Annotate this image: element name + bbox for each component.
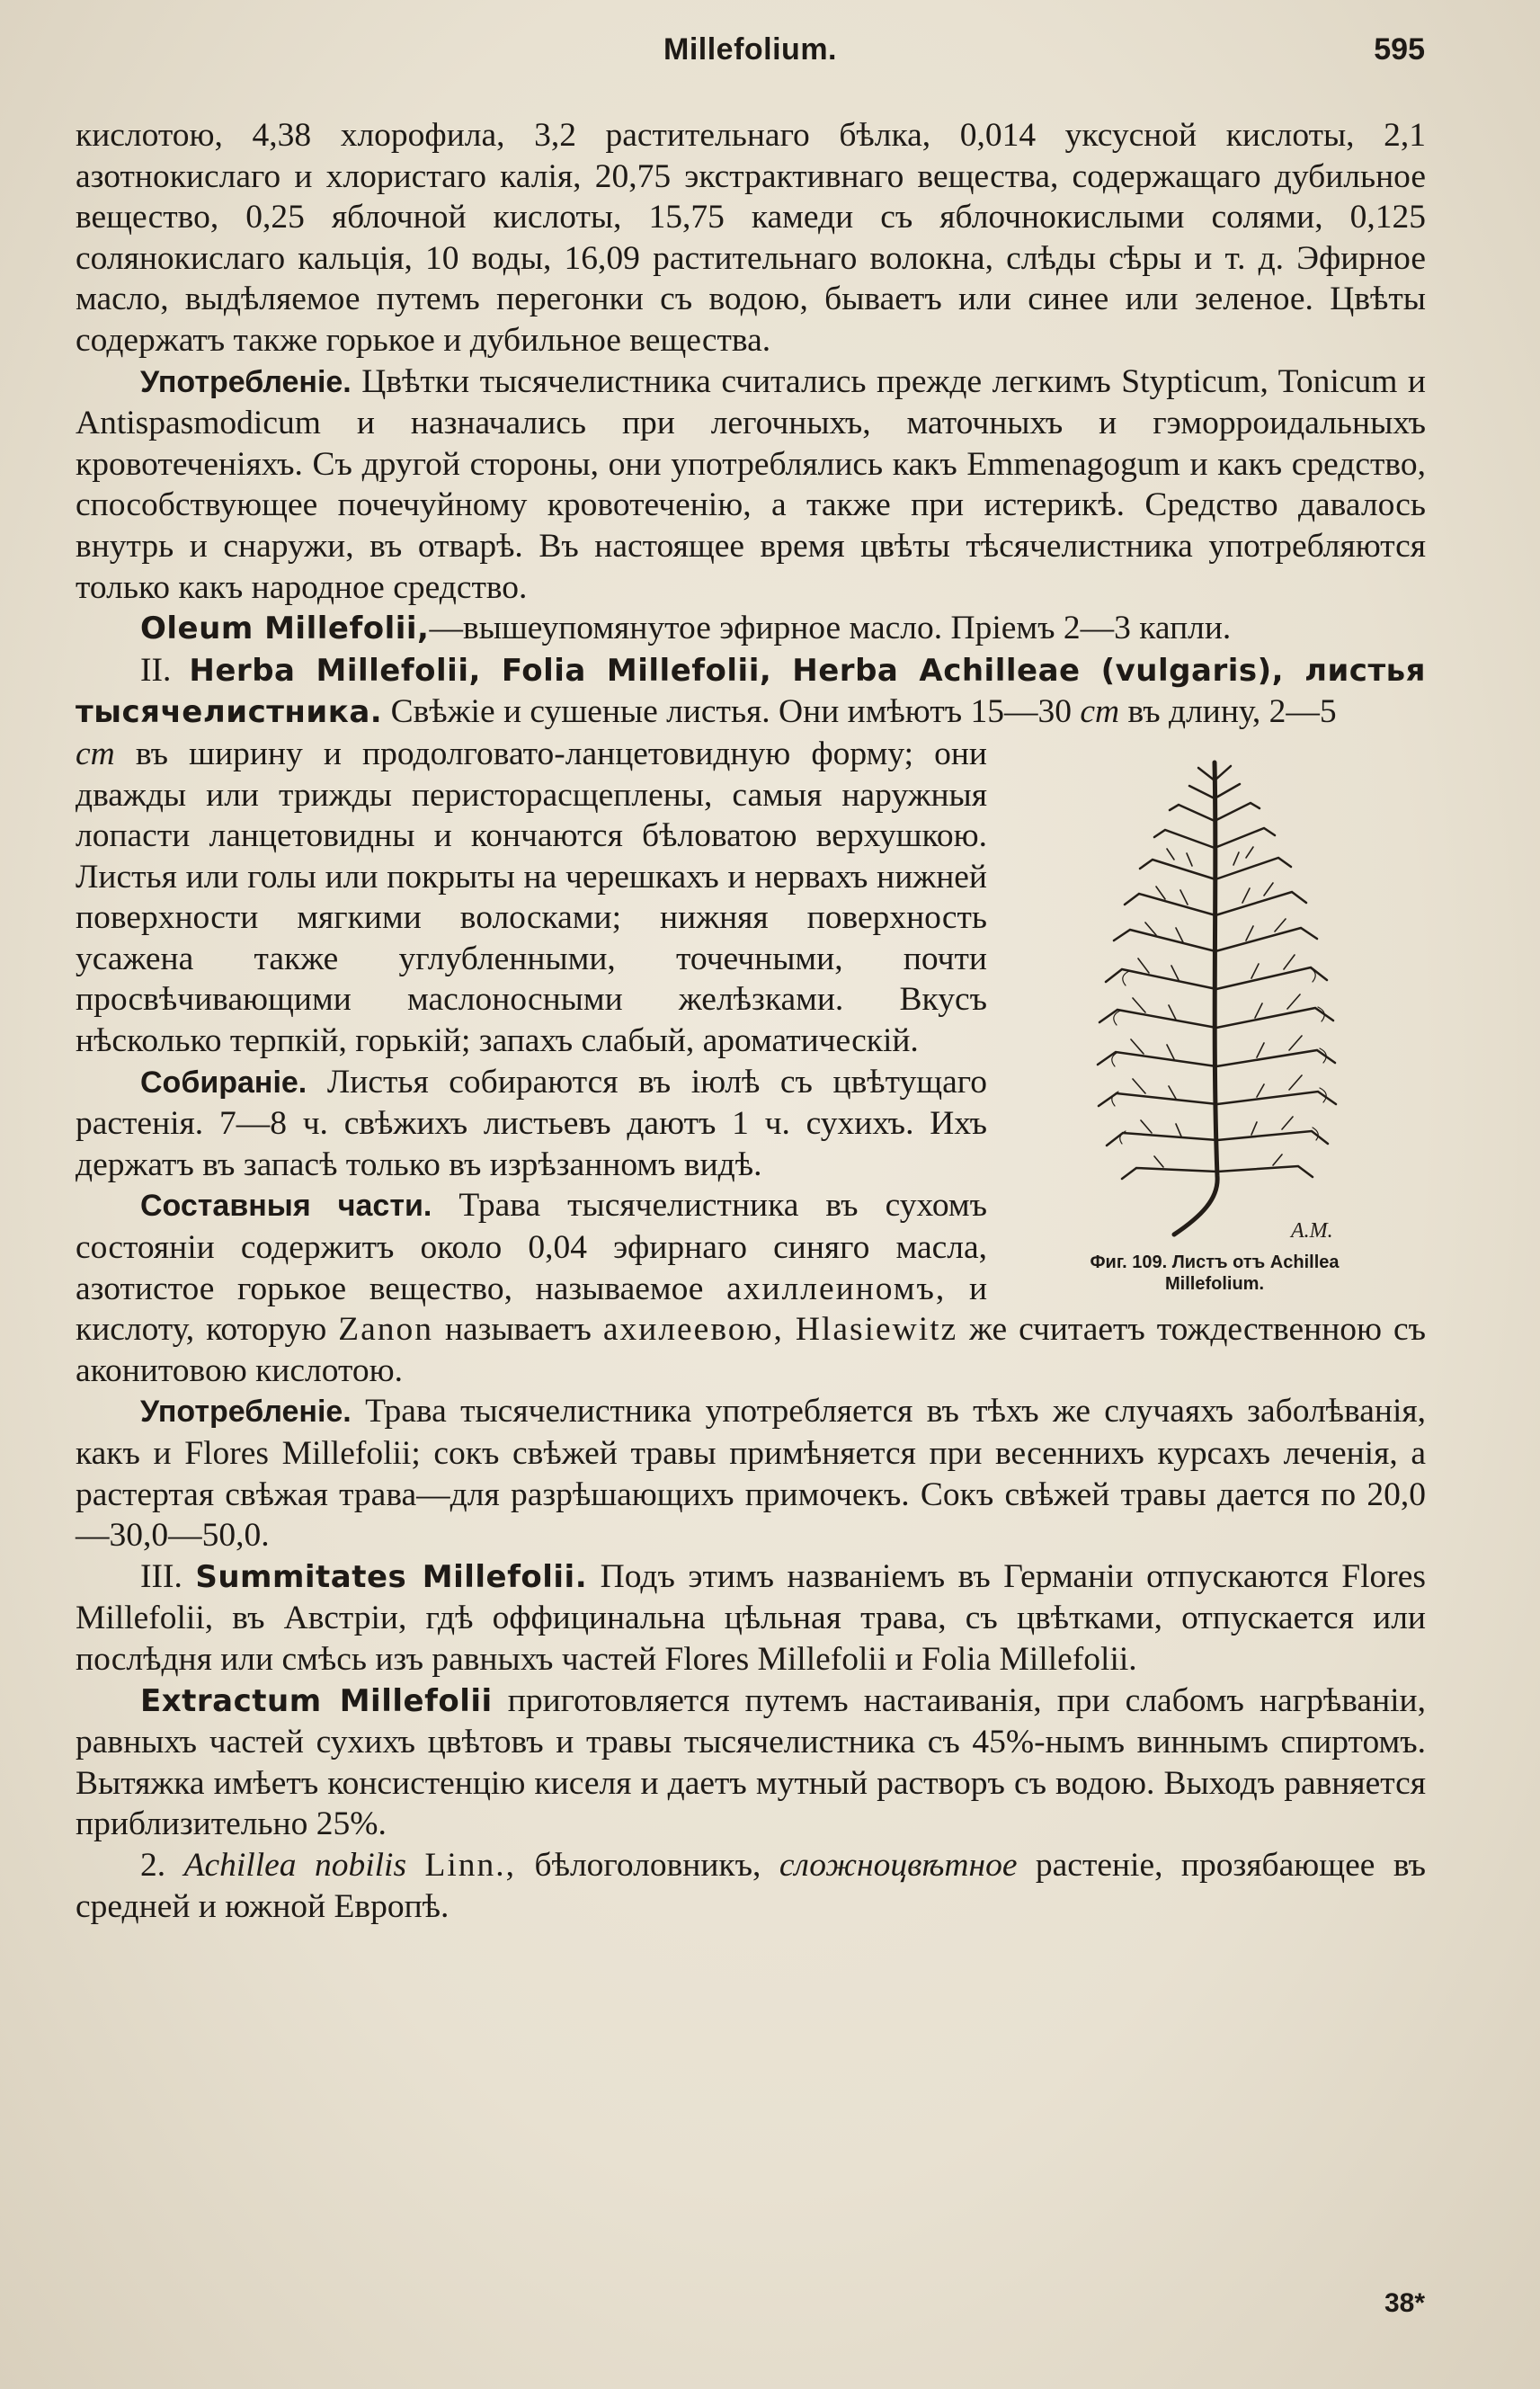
figure-caption: Фиг. 109. Листъ отъ Achillea Millefolium. (1090, 1252, 1340, 1294)
paragraph-constituents: Составныя части. Трава тысячелистника въ сухомъ состояніи содержитъ около 0,04 эфирнаго синяго масла, азотистое горькое вещество, называемое ахиллеиномъ, и кислоту, которую Zanon называетъ ахилеевою, Hlasiewitz же считаетъ тождественною съ аконитовою кислотою. (76, 1187, 1426, 1389)
paragraph-herba: II. Herba Millefolii, Folia Millefolii, Herba Achilleae (vulgaris), листья тысячелистника. Свѣжіе и сушеные листья. Они имѣютъ 15—30 cm въ длину, 2—5 (76, 651, 1426, 731)
species-name: Achillea nobilis (183, 1846, 407, 1884)
section-heading: Составныя части. (140, 1189, 432, 1224)
figure-109 (1003, 744, 1426, 1295)
drug-name: Extractum Millefolii (140, 1682, 493, 1719)
paragraph-use-herb: Употребленіе. Трава тысячелистника употребляется въ тѣхъ же случаяхъ заболѣванія, какъ и Flores Millefolii; сокъ свѣжей травы примѣняется при весеннихъ курсахъ леченія, а растертая свѣжая трава—для разрѣшающихъ примочекъ. Сокъ свѣжей травы дается по 20,0—30,0—50,0. (76, 1393, 1427, 1555)
drug-name: Summitates Millefolii. (195, 1558, 588, 1595)
paragraph-composition: кислотою, 4,38 хлорофила, 3,2 растительнаго бѣлка, 0,014 уксусной кислоты, 2,1 азотнокислаго и хлористаго калія, 20,75 экстрактивнаго вещества, содержащаго дубильное вещество, 0,25 яблочной кислоты, 15,75 камеди съ яблочнокислыми солями, 0,125 солянокислаго кальція, 10 воды, 16,09 растительнаго волокна, слѣды сѣры и т. д. Эфирное масло, выдѣляемое путемъ перегонки съ водою, бываетъ или синее или зеленое. Цвѣты содержатъ также горькое и дубильное вещества. (76, 117, 1426, 359)
drug-name: Oleum Millefolii, (140, 611, 430, 647)
paragraph-use-flowers: Употребленіе. Цвѣтки тысячелистника считались прежде легкимъ Stypticum, Tonicum и Antispasmodicum и назначались при легочныхъ, маточныхъ и гэморроидальныхъ кровотеченіяхъ. Съ другой стороны, они употреблялись какъ Emmenagogum и какъ средство, способствующее почечуйному кровотеченію, а также при истерикѣ. Средство давалось внутрь и снаружи, въ отварѣ. Въ настоящее время цвѣты тѣсячелистника употребляются только какъ народное средство. (76, 362, 1426, 606)
drug-name: Herba Millefolii, Folia Millefolii, Herba Achilleae (vulgaris), листья тысячелистника. (76, 652, 1426, 731)
section-heading: Употребленіе. (140, 364, 352, 399)
page-body: кислотою, 4,38 хлорофила, 3,2 растительнаго бѣлка, 0,014 уксусной кислоты, 2,1 азотнокислаго и хлористаго калія, 20,75 экстрактивнаго вещества, содержащаго дубильное вещество, 0,25 яблочной кислоты, 15,75 камеди съ яблочнокислыми солями, 0,125 солянокислаго кальція, 10 воды, 16,09 растительнаго волокна, слѣды сѣры и т. д. Эфирное масло, выдѣляемое путемъ перегонки съ водою, бываетъ или синее или зеленое. Цвѣты содержатъ также горькое и дубильное вещества. Употребленіе. Цвѣтки тысячелистника считались прежде легкимъ Stypticum, Tonicum и Antispasmodicum и назначались при легочныхъ, маточныхъ и гэморроидальныхъ кровотеченіяхъ. Съ другой стороны, они употреблялись какъ Emmenagogum и какъ средство, способствующее почечуйному кровотеченію, а также при истерикѣ. Средство давалось внутрь и снаружи, въ отварѣ. Въ настоящее время цвѣты тѣсячелистника употребляются только какъ народное средство. Oleum Millefolii,—вышеупомянутое эфирное масло. Пріемъ 2—3 капли. II. Herba Millefolii, Folia Millefolii, Herba Achilleae (vulgaris), листья тысячелистника. Свѣжіе и сушеные листья. Они имѣютъ 15—30 cm въ длину, 2—5 A.M. Фиг. 109. Листъ отъ Achillea Millefolium. cm въ ширину и продолговато-ланцетовидную форму; они дважды или трижды перисторасщеплены, самыя наружныя лопасти ланцетовидны и кончаются бѣловатою верхушкою. Листья или голы или покрыты на черешкахъ и нервахъ нижней поверхности мягкими волосками; нижняя поверхность усажена также углубленными, точечными, почти просвѣчивающими маслоносными желѣзками. Вкусъ нѣсколько терпкій, горькій; запахъ слабый, ароматическій. Собираніе. Листья собираются въ іюлѣ съ цвѣтущаго растенія. 7—8 ч. свѣжихъ листьевъ даютъ 1 ч. сухихъ. Ихъ держатъ въ запасѣ только въ изрѣзанномъ видѣ. Составныя части. Трава тысячелистника въ сухомъ состояніи содержитъ около 0,04 эфирнаго синяго масла, азотистое горькое вещество, называемое ахиллеиномъ, и кислоту, которую Zanon называетъ ахилеевою, Hlasiewitz же считаетъ тождественною съ аконитовою кислотою. Употребленіе. Трава тысячелистника употребляется въ тѣхъ же случаяхъ заболѣванія, какъ и Flores Millefolii; сокъ свѣжей травы примѣняется при весеннихъ курсахъ леченія, а растертая свѣжая трава—для разрѣшающихъ примочекъ. Сокъ свѣжей травы дается по 20,0—30,0—50,0. III. Summitates Millefolii. Подъ этимъ названіемъ въ Германіи отпускаются Flores Millefolii, въ Австріи, гдѣ оффицинальна цѣльная трава, съ цвѣтками, отпускается или послѣдня или смѣсь изъ равныхъ частей Flores Millefolii и Folia Millefolii. Extractum Millefolii приготовляется путемъ настаиванія, при слабомъ нагрѣваніи, равныхъ частей сухихъ цвѣтовъ и травы тысячелистника съ 45%-нымъ виннымъ спиртомъ. Вытяжка имѣетъ консистенцію киселя и даетъ мутный растворъ съ водою. Выходъ равняется приблизительно 25%. 2. Achillea nobilis Linn., бѣлоголовникъ, сложноцвѣтное растеніе, прозябающее въ средней и южной Европѣ. (76, 115, 1426, 1927)
running-title: Millefolium. (663, 32, 837, 67)
paragraph-extract: Extractum Millefolii приготовляется путемъ настаиванія, при слабомъ нагрѣваніи, равныхъ частей сухихъ цвѣтовъ и травы тысячелистника съ 45%-нымъ виннымъ спиртомъ. Вытяжка имѣетъ консистенцію киселя и даетъ мутный растворъ съ водою. Выходъ равняется приблизительно 25%. (76, 1681, 1426, 1843)
paragraph-summitates: III. Summitates Millefolii. Подъ этимъ названіемъ въ Германіи отпускаются Flores Millefolii, въ Австріи, гдѣ оффицинальна цѣльная трава, съ цвѣтками, отпускается или послѣдня или смѣсь изъ равныхъ частей Flores Millefolii и Folia Millefolii. (76, 1557, 1427, 1678)
page-number: 595 (1374, 32, 1425, 67)
paragraph-achillea-nobilis: 2. Achillea nobilis Linn., бѣлоголовникъ, сложноцвѣтное растеніе, прозябающее въ средней и южной Европѣ. (76, 1846, 1427, 1925)
section-heading: Употребленіе. (140, 1395, 352, 1430)
section-heading: Собираніе. (140, 1065, 307, 1100)
paragraph-oleum: Oleum Millefolii,—вышеупомянутое эфирное масло. Пріемъ 2—3 капли. (140, 610, 1232, 647)
paragraph-collection: Собираніе. Листья собираются въ іюлѣ съ цвѣтущаго растенія. 7—8 ч. свѣжихъ листьевъ даютъ 1 ч. сухихъ. Ихъ держатъ въ запасѣ только въ изрѣзанномъ видѣ. (76, 1063, 988, 1183)
illustrator-initials: A.M. (1291, 1218, 1333, 1243)
page-header (76, 27, 1425, 81)
yarrow-leaf-illustration (1066, 744, 1363, 1248)
signature-mark: 38* (1384, 2288, 1425, 2318)
